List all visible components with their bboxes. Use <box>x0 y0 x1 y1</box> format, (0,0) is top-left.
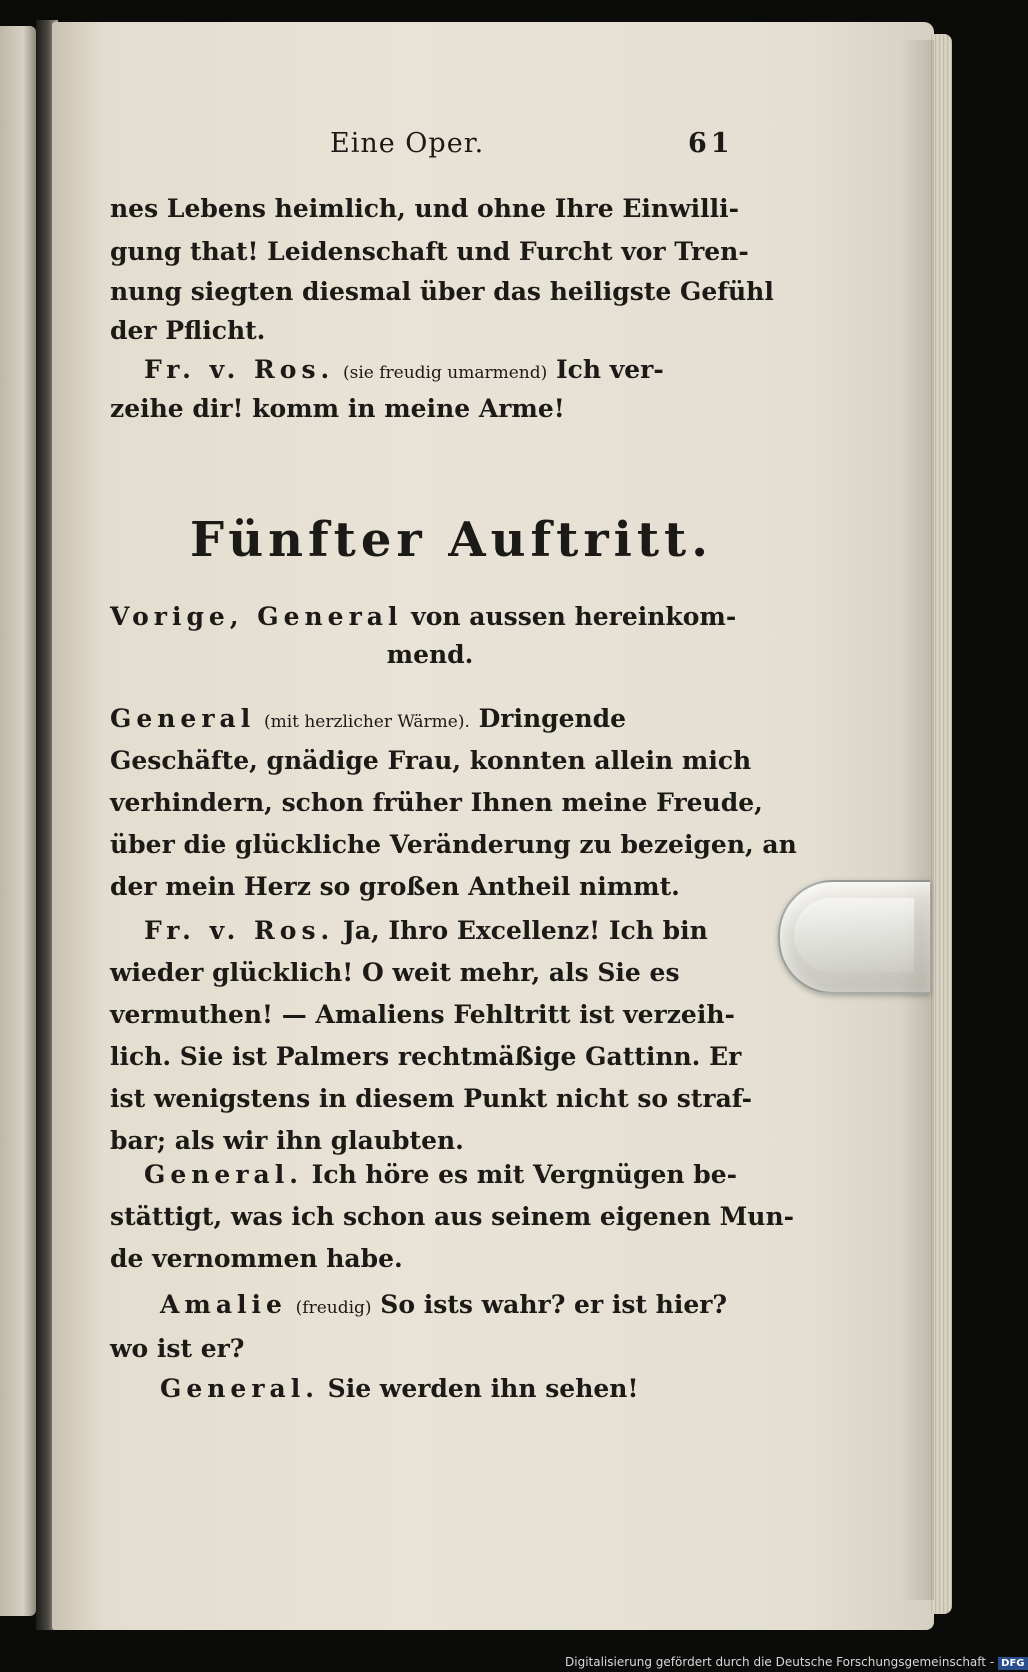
speaker-name: General. <box>144 1160 303 1189</box>
text-line: Geschäfte, gnädige Frau, konnten allein mich <box>110 746 752 775</box>
text-line: bar; als wir ihn glaubten. <box>110 1126 464 1155</box>
speech-text: So ists wahr? er ist hier? <box>380 1290 728 1319</box>
page-number: 61 <box>688 128 734 159</box>
speech-line <box>144 916 708 946</box>
scene-desc-text: von aussen hereinkom- <box>411 602 737 631</box>
running-header: Eine Oper. <box>330 128 485 159</box>
stage-direction: (mit herzlicher Wärme). <box>263 712 470 732</box>
speaker-name: Fr. v. Ros. <box>144 916 335 945</box>
text-line: de vernommen habe. <box>110 1244 403 1273</box>
text-line: ist wenigstens in diesem Punkt nicht so straf- <box>110 1084 753 1113</box>
text-line: vermuthen! — Amaliens Fehltritt ist verzeih- <box>110 1000 735 1029</box>
scanner-clip <box>778 880 930 994</box>
text-line: der Pflicht. <box>110 316 266 345</box>
speaker-name: Fr. v. Ros. <box>144 355 335 384</box>
text-line: wo ist er? <box>110 1334 245 1363</box>
text-line: zeihe dir! komm in meine Arme! <box>110 394 565 423</box>
scene-description <box>110 602 736 632</box>
text-line: nes Lebens heimlich, und ohne Ihre Einwilli- <box>110 194 739 223</box>
speaker-name: Amalie <box>160 1290 287 1319</box>
speech-text: Ich höre es mit Vergnügen be- <box>311 1160 737 1189</box>
speech-line <box>144 1160 737 1190</box>
text-line: lich. Sie ist Palmers rechtmäßige Gattinn. Er <box>110 1042 742 1071</box>
speech-line <box>110 704 626 737</box>
credit-text: Digitalisierung gefördert durch die Deutsche Forschungsgemeinschaft - <box>565 1655 995 1669</box>
speech-line <box>160 1374 638 1404</box>
previous-page-edge <box>0 26 36 1616</box>
speech-line <box>144 355 664 388</box>
scene-heading: Fünfter Auftritt. <box>190 512 713 568</box>
stage-direction: (freudig) <box>295 1298 372 1318</box>
speaker-name: General <box>110 704 256 733</box>
text-line: nung siegten diesmal über das heiligste Gefühl <box>110 277 774 306</box>
speech-line <box>160 1290 727 1323</box>
text-line: mend. <box>386 640 474 669</box>
speech-text: Sie werden ihn sehen! <box>327 1374 639 1403</box>
speaker-name: General. <box>160 1374 319 1403</box>
text-line: verhindern, schon früher Ihnen meine Freude, <box>110 788 763 817</box>
text-line: stättigt, was ich schon aus seinem eigenen Mun- <box>110 1202 794 1231</box>
speech-text: Ja, Ihro Excellenz! Ich bin <box>342 916 708 945</box>
dfg-logo: DFG <box>998 1657 1027 1670</box>
text-line: über die glückliche Veränderung zu bezeigen, an <box>110 830 797 859</box>
speech-text: Ich ver- <box>555 355 664 384</box>
page-shadow <box>900 40 934 1600</box>
text-line: der mein Herz so großen Antheil nimmt. <box>110 872 680 901</box>
digitization-credit <box>565 1655 1028 1670</box>
speech-text: Dringende <box>478 704 627 733</box>
scene-characters: Vorige, General <box>110 602 403 631</box>
scanner-clip-highlight <box>794 898 914 972</box>
text-line: wieder glücklich! O weit mehr, als Sie es <box>110 958 680 987</box>
stage-direction: (sie freudig umarmend) <box>342 363 548 383</box>
text-line: gung that! Leidenschaft und Furcht vor Tren- <box>110 237 749 266</box>
